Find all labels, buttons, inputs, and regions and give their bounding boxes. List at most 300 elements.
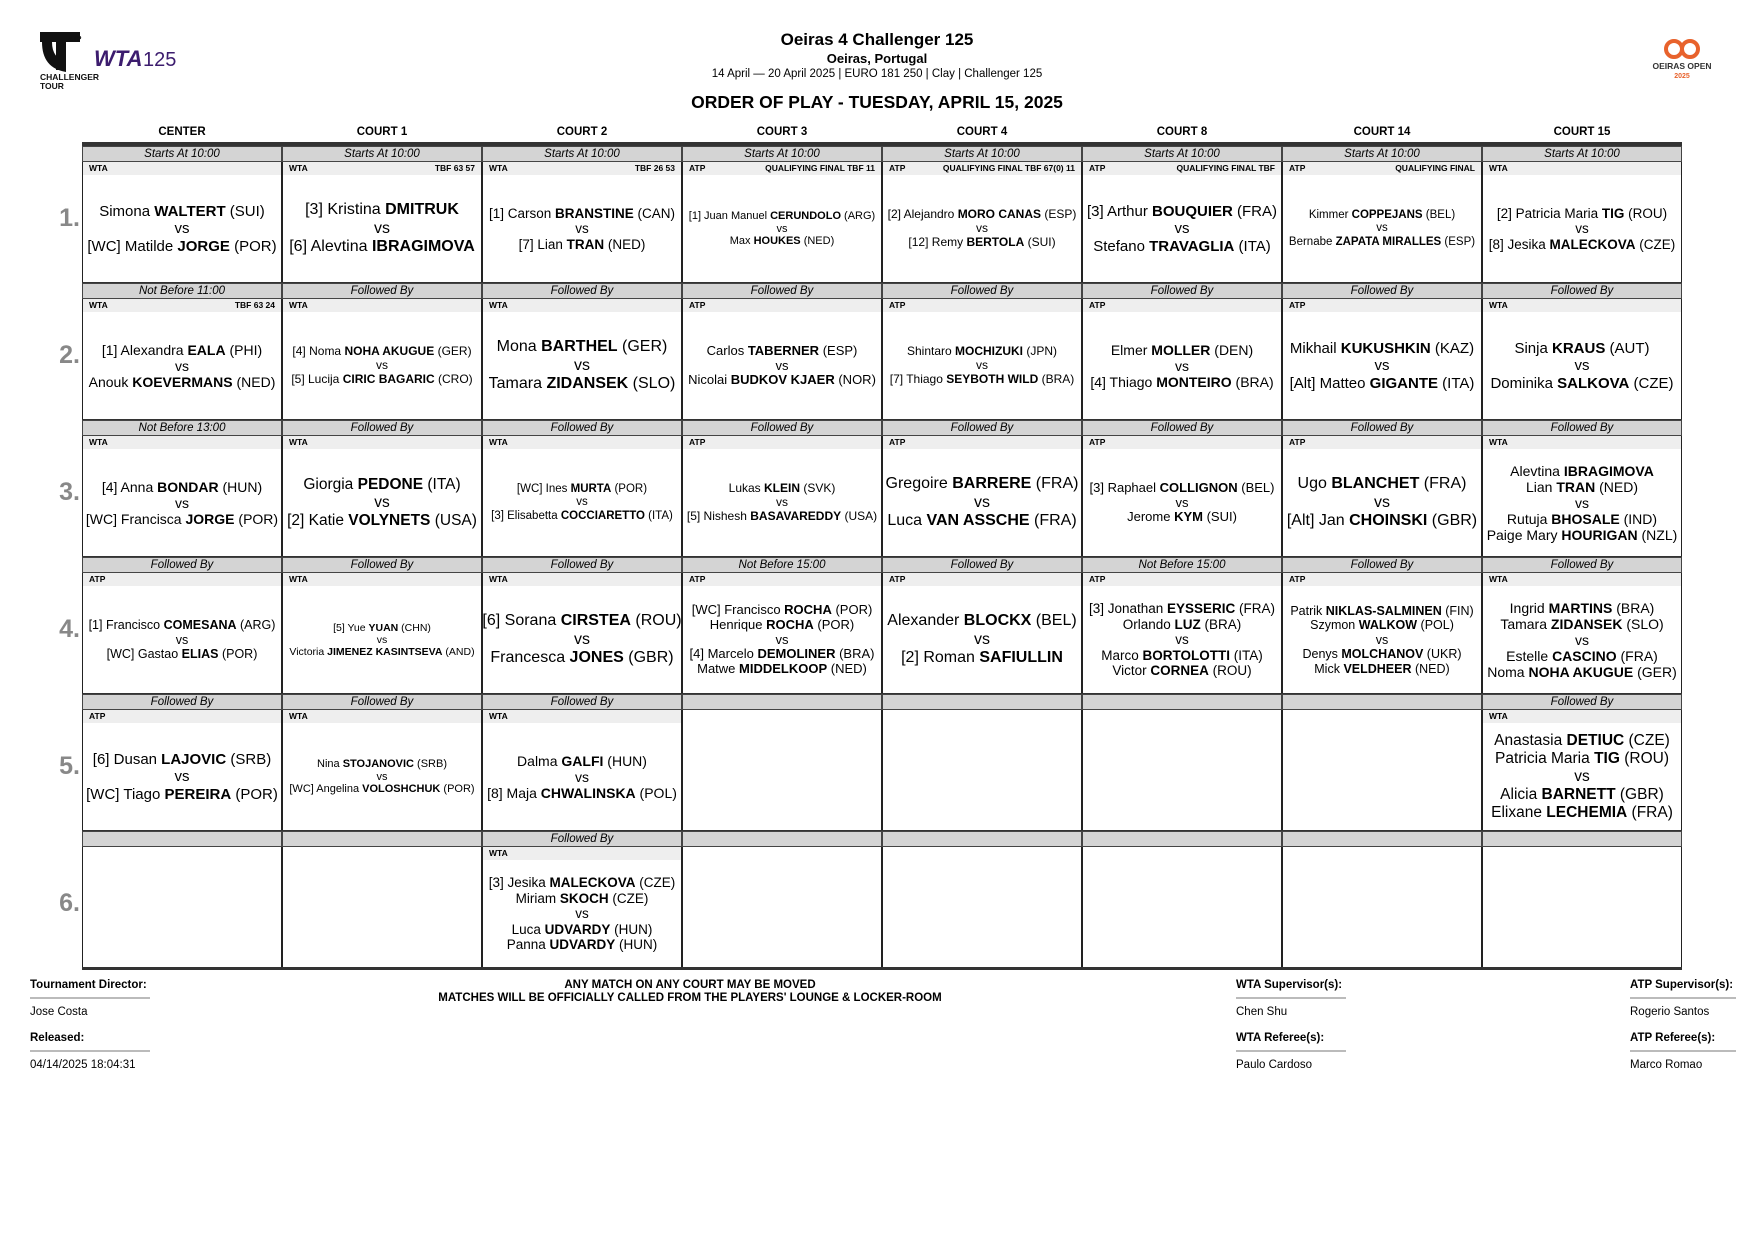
match-players xyxy=(1083,176,1281,282)
player-text: [WC] Francisco xyxy=(691,601,785,617)
player-text: Ugo xyxy=(1297,475,1332,493)
player-text: (CZE) xyxy=(635,875,676,891)
match-tag xyxy=(1283,573,1481,586)
tour-badge: WTA xyxy=(289,711,308,721)
match-cell xyxy=(1282,162,1482,283)
match-players xyxy=(683,587,881,693)
player-line xyxy=(1494,732,1670,750)
player-text: Elmer xyxy=(1110,341,1152,358)
tour-badge: WTA xyxy=(489,711,508,721)
tour-badge: ATP xyxy=(89,711,106,721)
player-text: (ESP) xyxy=(1041,207,1077,222)
player-text: Shintaro xyxy=(906,344,956,359)
player-line xyxy=(512,922,653,938)
player-text: [1] Juan Manuel xyxy=(688,210,771,223)
player-line xyxy=(1575,632,1589,648)
player-surname: IBRAGIMOVA xyxy=(1563,462,1654,479)
player-line xyxy=(1175,220,1190,237)
player-text: Bernabe xyxy=(1288,235,1336,248)
player-surname: CHOINSKI xyxy=(1349,512,1428,530)
court-time-band xyxy=(882,831,1082,847)
player-line xyxy=(374,494,390,512)
player-text: (BRA) xyxy=(1231,374,1274,391)
tour-badge: ATP xyxy=(889,574,906,584)
player-text: Mona xyxy=(496,338,542,356)
match-cell xyxy=(1482,162,1682,283)
player-text: (DEN) xyxy=(1210,341,1254,358)
player-line xyxy=(1497,206,1667,222)
player-text: vs xyxy=(775,357,789,373)
court-time-band: Followed By xyxy=(1282,557,1482,573)
player-text: [3] Jonathan xyxy=(1088,601,1168,617)
player-text: Anastasia xyxy=(1494,732,1567,750)
player-text: vs xyxy=(174,220,190,238)
player-surname: CIRSTEA xyxy=(560,612,631,630)
player-line xyxy=(886,475,1079,493)
match-cell xyxy=(82,436,282,557)
player-text: vs xyxy=(376,770,388,783)
tournament-director: Jose Costa xyxy=(30,1006,88,1018)
player-text: (NED) xyxy=(800,235,835,248)
match-players xyxy=(283,724,481,830)
player-line xyxy=(690,647,875,662)
footer-divider xyxy=(30,997,150,999)
player-text: (GBR) xyxy=(1427,512,1478,530)
player-text: (FRA) xyxy=(1029,512,1077,530)
player-text: (ROU) xyxy=(1619,750,1669,768)
player-text: (NED) xyxy=(604,236,646,252)
player-line xyxy=(175,220,190,237)
player-line xyxy=(289,238,475,256)
tour-badge: ATP xyxy=(1289,300,1306,310)
court-time-band: Followed By xyxy=(682,283,882,299)
match-note: QUALIFYING FINAL TBF xyxy=(1176,163,1275,173)
court-time-band xyxy=(1082,831,1282,847)
player-line xyxy=(1376,222,1388,235)
tour-badge: ATP xyxy=(89,574,106,584)
player-surname: JORGE xyxy=(185,511,235,528)
player-text: (NED) xyxy=(1411,661,1450,676)
player-line xyxy=(575,769,589,785)
player-line xyxy=(1290,604,1473,618)
player-text: Elixane xyxy=(1491,803,1547,821)
player-surname: KUKUSHKIN xyxy=(1340,340,1431,358)
match-players xyxy=(883,176,1081,282)
player-line xyxy=(575,906,589,922)
player-text: vs xyxy=(776,222,788,235)
court-time-band: Followed By xyxy=(682,420,882,436)
match-players xyxy=(283,450,481,556)
player-text: Simona xyxy=(99,203,155,221)
match-note: QUALIFYING FINAL xyxy=(1395,163,1475,173)
player-text: (BEL) xyxy=(1031,612,1077,630)
notice-called: MATCHES WILL BE OFFICIALLY CALLED FROM THE PLAYERS' LOUNGE & LOCKER-ROOM xyxy=(438,992,942,1004)
match-tag xyxy=(683,573,881,586)
match-tag xyxy=(83,162,281,175)
player-surname: MONTEIRO xyxy=(1156,374,1232,391)
player-text: (BRA) xyxy=(835,646,875,662)
match-players xyxy=(83,450,281,556)
player-text: (GER) xyxy=(617,338,668,356)
tour-badge: ATP xyxy=(1089,437,1106,447)
court-time-band: Followed By xyxy=(82,557,282,573)
match-cell xyxy=(82,573,282,694)
player-text: (ARG) xyxy=(236,618,276,633)
player-text: vs xyxy=(974,630,990,648)
svg-text:TOUR: TOUR xyxy=(40,81,64,91)
player-line xyxy=(487,785,677,801)
player-surname: ROCHA xyxy=(766,616,814,632)
player-text: Carlos xyxy=(706,342,748,358)
round-number: 5. xyxy=(59,752,80,780)
court-header: COURT 1 xyxy=(356,126,408,138)
match-tag xyxy=(1283,299,1481,312)
player-surname: CORNEA xyxy=(1150,663,1209,679)
court-time-band xyxy=(1282,831,1482,847)
match-tag xyxy=(683,162,881,175)
footer-divider xyxy=(1630,1050,1736,1052)
match-players xyxy=(283,176,481,282)
tournament-title: Oeiras 4 Challenger 125 xyxy=(780,30,974,49)
player-text: vs xyxy=(776,495,788,510)
player-text: Henrique xyxy=(709,616,767,632)
match-players xyxy=(683,450,881,556)
match-players xyxy=(1483,724,1681,830)
court-time-band: Not Before 11:00 xyxy=(82,283,282,299)
court-time-band: Followed By xyxy=(1282,283,1482,299)
player-line xyxy=(777,223,788,236)
player-text: (HUN) xyxy=(603,752,647,769)
court-time-band: Followed By xyxy=(282,557,482,573)
player-text: (NED) xyxy=(1595,478,1639,495)
player-text: (NED) xyxy=(232,374,276,391)
player-line xyxy=(89,618,276,632)
player-text: (ARG) xyxy=(841,210,876,223)
player-text: (FRA) xyxy=(1232,203,1278,221)
player-surname: DMITRUK xyxy=(385,201,459,219)
player-text: (BRA) xyxy=(1038,371,1075,386)
player-line xyxy=(93,751,271,768)
player-surname: BERTOLA xyxy=(966,234,1025,249)
match-tag xyxy=(283,299,481,312)
match-players xyxy=(483,724,681,830)
player-text: Estelle xyxy=(1506,648,1553,665)
player-line xyxy=(175,495,189,511)
player-line xyxy=(574,631,590,649)
player-text: (IND) xyxy=(1619,511,1658,528)
player-surname: ZAPATA MIRALLES xyxy=(1335,235,1442,248)
court-time-band: Followed By xyxy=(1282,420,1482,436)
svg-text:CHALLENGER: CHALLENGER xyxy=(40,72,100,82)
player-line xyxy=(497,338,668,356)
player-surname: BASAVAREDDY xyxy=(750,508,842,523)
match-tag xyxy=(1283,162,1481,175)
player-text: Victoria xyxy=(289,646,328,659)
player-text: (SLO) xyxy=(1622,615,1664,632)
match-players xyxy=(1283,176,1481,282)
footer-divider xyxy=(1236,997,1346,999)
match-players xyxy=(1083,450,1281,556)
match-cell xyxy=(1082,162,1282,283)
player-line xyxy=(489,875,676,891)
player-line xyxy=(1127,510,1237,525)
court-time-band xyxy=(882,694,1082,710)
player-surname: LAJOVIC xyxy=(161,751,227,769)
player-text: Rutuja xyxy=(1506,511,1552,528)
match-players xyxy=(883,587,1081,693)
player-line xyxy=(490,649,673,667)
tour-badge: WTA xyxy=(1489,163,1508,173)
court-time-band: Starts At 10:00 xyxy=(682,146,882,162)
player-line xyxy=(1111,342,1253,358)
player-text: Victor xyxy=(1112,663,1151,679)
player-text: [7] Thiago xyxy=(889,371,947,386)
player-line xyxy=(175,358,189,374)
player-text: [8] Maja xyxy=(487,785,541,802)
player-line xyxy=(575,221,589,237)
player-text: [WC] Tiago xyxy=(86,785,165,803)
player-surname: BOUQUIER xyxy=(1152,203,1233,221)
order-of-play-title: ORDER OF PLAY - TUESDAY, APRIL 15, 2025 xyxy=(691,92,1063,112)
match-cell xyxy=(682,299,882,420)
player-text: [3] Jesika xyxy=(488,875,550,891)
player-text: Gregoire xyxy=(885,475,953,493)
player-text: (CZE) xyxy=(1624,732,1670,750)
player-line xyxy=(102,479,262,495)
match-cell xyxy=(682,436,882,557)
court-time-band: Starts At 10:00 xyxy=(1082,146,1282,162)
round-number: 3. xyxy=(59,478,80,506)
court-time-band: Followed By xyxy=(882,283,1082,299)
match-players xyxy=(1483,450,1681,556)
tour-badge: ATP xyxy=(889,437,906,447)
player-text: [WC] Francisca xyxy=(85,511,186,528)
player-text: (CHN) xyxy=(398,621,431,634)
player-text: [5] Nishesh xyxy=(686,508,751,523)
player-line xyxy=(976,359,988,373)
player-surname: YUAN xyxy=(368,621,399,634)
match-cell xyxy=(1482,710,1682,831)
player-text: Orlando xyxy=(1122,616,1175,632)
court-time-band: Followed By xyxy=(482,283,682,299)
player-text: vs xyxy=(775,631,789,647)
match-cell xyxy=(482,573,682,694)
tour-badge: WTA xyxy=(289,437,308,447)
tour-badge: WTA xyxy=(89,437,108,447)
player-text: vs xyxy=(1175,632,1189,648)
round-separator xyxy=(82,967,1682,970)
player-text: vs xyxy=(1175,357,1189,374)
tour-badge: WTA xyxy=(289,300,308,310)
player-text: (PHI) xyxy=(225,341,263,358)
player-text: (AUT) xyxy=(1605,340,1650,358)
match-tag xyxy=(283,573,481,586)
player-surname: ELIAS xyxy=(181,647,219,662)
match-tag xyxy=(483,847,681,860)
court-time-band: Followed By xyxy=(1482,557,1682,573)
player-text: Miriam xyxy=(515,890,560,906)
court-time-band: Followed By xyxy=(1482,420,1682,436)
player-text: (NED) xyxy=(827,661,867,677)
player-surname: BUDKOV KJAER xyxy=(730,372,835,388)
tour-badge: WTA xyxy=(289,574,308,584)
player-surname: GALFI xyxy=(561,752,604,769)
match-cell xyxy=(882,710,1082,831)
court-header: COURT 8 xyxy=(1156,126,1208,138)
player-text: [4] Anna xyxy=(101,478,158,495)
player-line xyxy=(688,373,876,388)
match-players xyxy=(1483,313,1681,419)
player-text: (SUI) xyxy=(1024,234,1056,249)
match-tag xyxy=(683,436,881,449)
player-text: vs xyxy=(1574,357,1590,375)
player-text: Alevtina xyxy=(1510,462,1564,479)
match-tag xyxy=(483,710,681,723)
player-text: (FRA) xyxy=(1031,475,1079,493)
match-cell xyxy=(282,299,482,420)
player-line xyxy=(489,375,676,393)
match-tag xyxy=(283,436,481,449)
player-text: (SUI) xyxy=(1202,509,1237,525)
player-line xyxy=(1290,375,1475,392)
court-time-band: Starts At 10:00 xyxy=(282,146,482,162)
player-surname: CASCINO xyxy=(1552,648,1617,665)
player-text: vs xyxy=(1574,768,1590,786)
player-surname: BONDAR xyxy=(157,478,219,495)
player-text: Patrik xyxy=(1290,604,1326,619)
player-text: (FRA) xyxy=(1235,601,1276,617)
player-line xyxy=(776,359,789,374)
player-text: (POR) xyxy=(234,511,279,528)
player-surname: NOHA AKUGUE xyxy=(344,344,435,359)
player-line xyxy=(1575,221,1589,237)
player-line xyxy=(519,237,646,253)
tour-badge: WTA xyxy=(489,848,508,858)
player-text: vs xyxy=(976,358,988,373)
player-text: (JPN) xyxy=(1023,344,1058,359)
player-line xyxy=(697,662,867,677)
player-text: Dominika xyxy=(1490,374,1558,392)
player-text: (NZL) xyxy=(1637,527,1678,544)
player-line xyxy=(1302,647,1461,661)
player-surname: NOHA AKUGUE xyxy=(1528,664,1634,681)
player-text: [WC] Gastao xyxy=(106,647,182,662)
match-tag xyxy=(483,436,681,449)
player-line xyxy=(1489,237,1676,253)
match-cell xyxy=(1282,299,1482,420)
player-text: (ROU) xyxy=(1624,205,1668,221)
player-text: (POR) xyxy=(813,616,855,632)
court-time-band: Starts At 10:00 xyxy=(882,146,1082,162)
match-note: QUALIFYING FINAL TBF 67(0) 11 xyxy=(942,163,1075,173)
player-text: [3] Kristina xyxy=(305,201,386,219)
player-line xyxy=(1089,601,1275,617)
player-surname: UDVARDY xyxy=(549,937,616,953)
match-players xyxy=(83,587,281,693)
match-players xyxy=(1283,313,1481,419)
player-line xyxy=(1526,479,1638,495)
match-players xyxy=(683,176,881,282)
round-number: 2. xyxy=(59,341,80,369)
player-text: [5] Lucija xyxy=(291,371,343,386)
player-text: Kimmer xyxy=(1308,209,1352,222)
player-text: vs xyxy=(575,768,589,785)
match-cell xyxy=(1082,299,1282,420)
match-cell xyxy=(682,710,882,831)
player-text: vs xyxy=(574,630,590,648)
match-cell xyxy=(482,847,682,968)
tour-badge: ATP xyxy=(1289,163,1306,173)
order-of-play-grid xyxy=(59,126,1685,971)
player-text: (UKR) xyxy=(1423,647,1462,662)
player-line xyxy=(1374,494,1390,512)
court-time-band: Followed By xyxy=(282,694,482,710)
player-text: Tamara xyxy=(488,375,547,393)
player-surname: MORO CANAS xyxy=(957,207,1042,222)
tour-badge: WTA xyxy=(89,300,108,310)
player-text: vs xyxy=(974,493,990,511)
player-line xyxy=(86,786,278,803)
player-line xyxy=(1290,340,1474,357)
match-tag xyxy=(83,573,281,586)
match-tag xyxy=(883,436,1081,449)
match-tag xyxy=(1483,710,1681,723)
player-surname: BLOCKX xyxy=(963,612,1032,630)
player-line xyxy=(1175,358,1189,374)
player-line xyxy=(507,937,658,953)
player-line xyxy=(1090,374,1273,390)
player-text: Patricia Maria xyxy=(1495,750,1595,768)
player-line xyxy=(317,758,447,771)
match-note: TBF 63 57 xyxy=(434,163,475,173)
match-tag xyxy=(83,436,281,449)
player-text: (POR) xyxy=(440,783,475,796)
player-surname: HOUKES xyxy=(753,235,801,248)
player-text: Giorgia xyxy=(303,476,358,494)
player-line xyxy=(102,342,262,358)
court-time-band: Followed By xyxy=(282,283,482,299)
player-text: vs xyxy=(1575,221,1589,237)
player-surname: MOCHIZUKI xyxy=(955,344,1024,359)
match-players xyxy=(1483,587,1681,693)
player-text: Denys xyxy=(1302,647,1342,662)
tour-badge: WTA xyxy=(489,163,508,173)
match-tag xyxy=(483,299,681,312)
player-text: (ROU) xyxy=(1208,663,1252,679)
player-text: Ingrid xyxy=(1509,599,1549,616)
player-text: Anouk xyxy=(88,374,133,391)
player-surname: JONES xyxy=(569,649,624,667)
player-surname: SAFIULLIN xyxy=(979,649,1063,667)
tour-badge: ATP xyxy=(1289,437,1306,447)
player-surname: MURTA xyxy=(570,483,612,496)
wta-supervisor-label: WTA Supervisor(s): xyxy=(1236,979,1343,991)
player-text: [4] Noma xyxy=(292,344,345,359)
round-number: 6. xyxy=(59,889,80,917)
player-text: [1] Alexandra xyxy=(101,341,188,358)
match-players xyxy=(483,450,681,556)
player-line xyxy=(1500,786,1664,804)
player-line xyxy=(974,494,990,512)
player-text: [2] Patricia Maria xyxy=(1496,205,1602,221)
player-line xyxy=(377,634,388,646)
match-players xyxy=(1083,313,1281,419)
player-text: [5] Yue xyxy=(333,621,369,634)
player-text: Alexander xyxy=(887,612,964,630)
player-text: Matwe xyxy=(697,661,740,677)
player-text: [8] Jesika xyxy=(1488,236,1550,252)
player-surname: TRAN xyxy=(566,236,605,252)
